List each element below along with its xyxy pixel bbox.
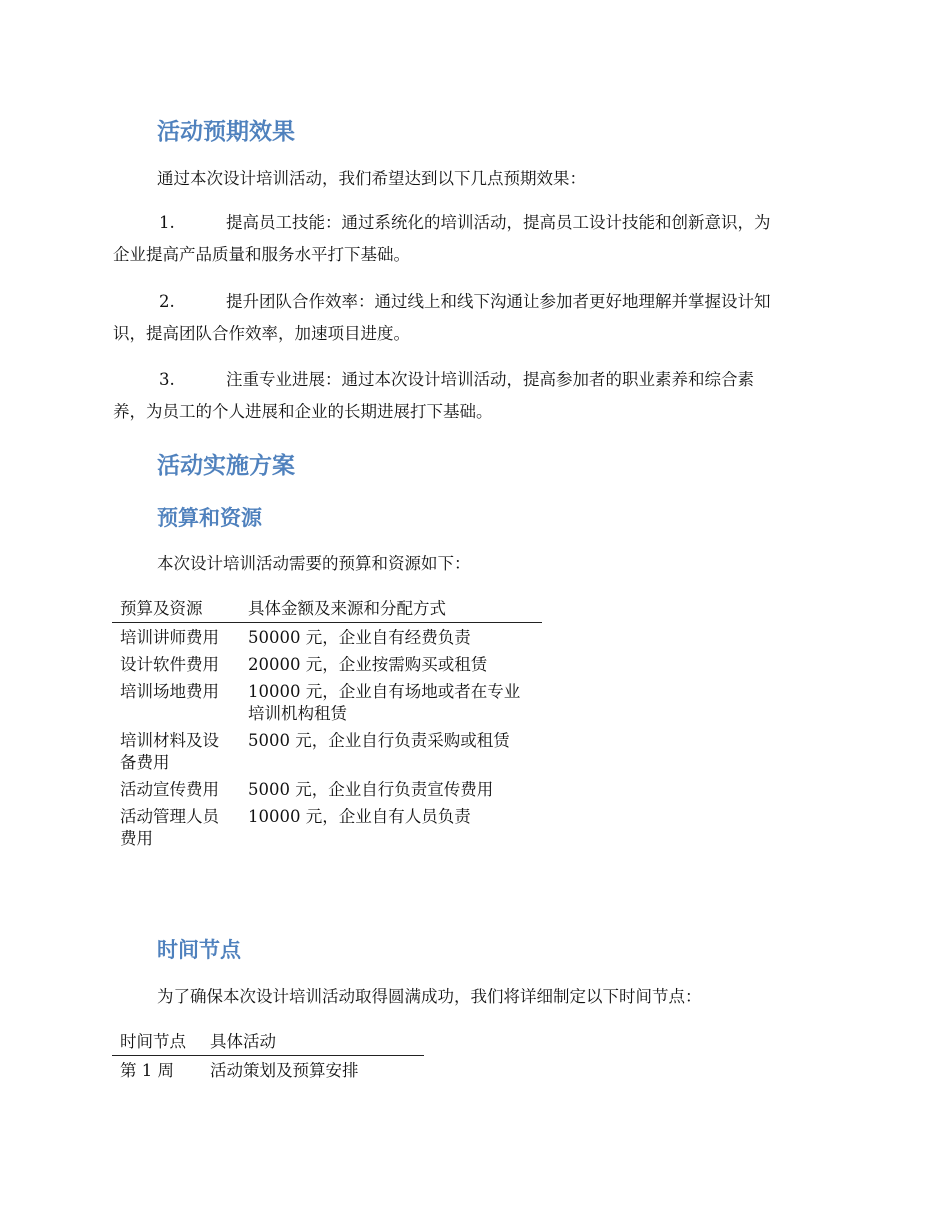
table-cell: 5000 元，企业自行负责采购或租赁	[248, 731, 510, 750]
table-cell: 活动管理人员费用	[120, 807, 219, 848]
column-header: 预算及资源	[120, 599, 203, 618]
list-item-text: 提高员工技能：通过系统化的培训活动，提高员工设计技能和创新意识，为	[226, 213, 771, 232]
subsection-heading-budget: 预算和资源	[157, 506, 262, 530]
table-cell: 5000 元，企业自行负责宣传费用	[248, 780, 494, 799]
timeline-intro-paragraph: 为了确保本次设计培训活动取得圆满成功，我们将详细制定以下时间节点：	[157, 987, 702, 1006]
timeline-table	[112, 1031, 424, 1082]
subsection-heading-timeline: 时间节点	[157, 938, 241, 962]
column-header: 具体金额及来源和分配方式	[248, 599, 446, 618]
table-row	[112, 677, 542, 726]
list-item	[113, 364, 843, 428]
list-item-number: 2.	[159, 292, 175, 311]
table-row	[112, 802, 542, 851]
section-heading-expected-effects: 活动预期效果	[157, 119, 295, 145]
table-cell: 活动策划及预算安排	[210, 1061, 359, 1080]
table-cell: 培训材料及设备费用	[120, 731, 219, 772]
list-item-number: 3.	[159, 370, 175, 389]
table-cell: 10000 元，企业自有人员负责	[248, 807, 471, 826]
table-row	[112, 726, 542, 775]
table-row	[112, 775, 542, 802]
list-item-text-continued: 养，为员工的个人进展和企业的长期进展打下基础。	[113, 402, 493, 421]
list-item-number: 1.	[159, 213, 175, 232]
budget-intro-paragraph: 本次设计培训活动需要的预算和资源如下：	[157, 554, 471, 573]
table-cell: 培训场地费用	[120, 682, 219, 701]
section-heading-implementation-plan: 活动实施方案	[157, 453, 295, 479]
table-cell: 10000 元，企业自有场地或者在专业培训机构租赁	[248, 682, 521, 723]
table-row	[112, 623, 542, 651]
table-cell: 20000 元，企业按需购买或租赁	[248, 655, 488, 674]
table-row	[112, 1056, 424, 1083]
effects-intro-paragraph: 通过本次设计培训活动，我们希望达到以下几点预期效果：	[157, 169, 586, 188]
table-header-row	[112, 598, 542, 623]
table-header-row	[112, 1031, 424, 1056]
list-item	[113, 207, 843, 271]
list-item-text: 提升团队合作效率：通过线上和线下沟通让参加者更好地理解并掌握设计知	[226, 292, 771, 311]
table-cell: 活动宣传费用	[120, 780, 219, 799]
table-cell: 第 1 周	[120, 1061, 174, 1080]
table-cell: 设计软件费用	[120, 655, 219, 674]
list-item-text-continued: 企业提高产品质量和服务水平打下基础。	[113, 245, 410, 264]
list-item-text-continued: 识，提高团队合作效率，加速项目进度。	[113, 324, 410, 343]
column-header: 时间节点	[120, 1032, 186, 1051]
table-cell: 培训讲师费用	[120, 628, 219, 647]
budget-table	[112, 598, 542, 851]
list-item	[113, 286, 843, 350]
column-header: 具体活动	[210, 1032, 276, 1051]
list-item-text: 注重专业进展：通过本次设计培训活动，提高参加者的职业素养和综合素	[226, 370, 754, 389]
table-row	[112, 650, 542, 677]
table-cell: 50000 元，企业自有经费负责	[248, 628, 471, 647]
